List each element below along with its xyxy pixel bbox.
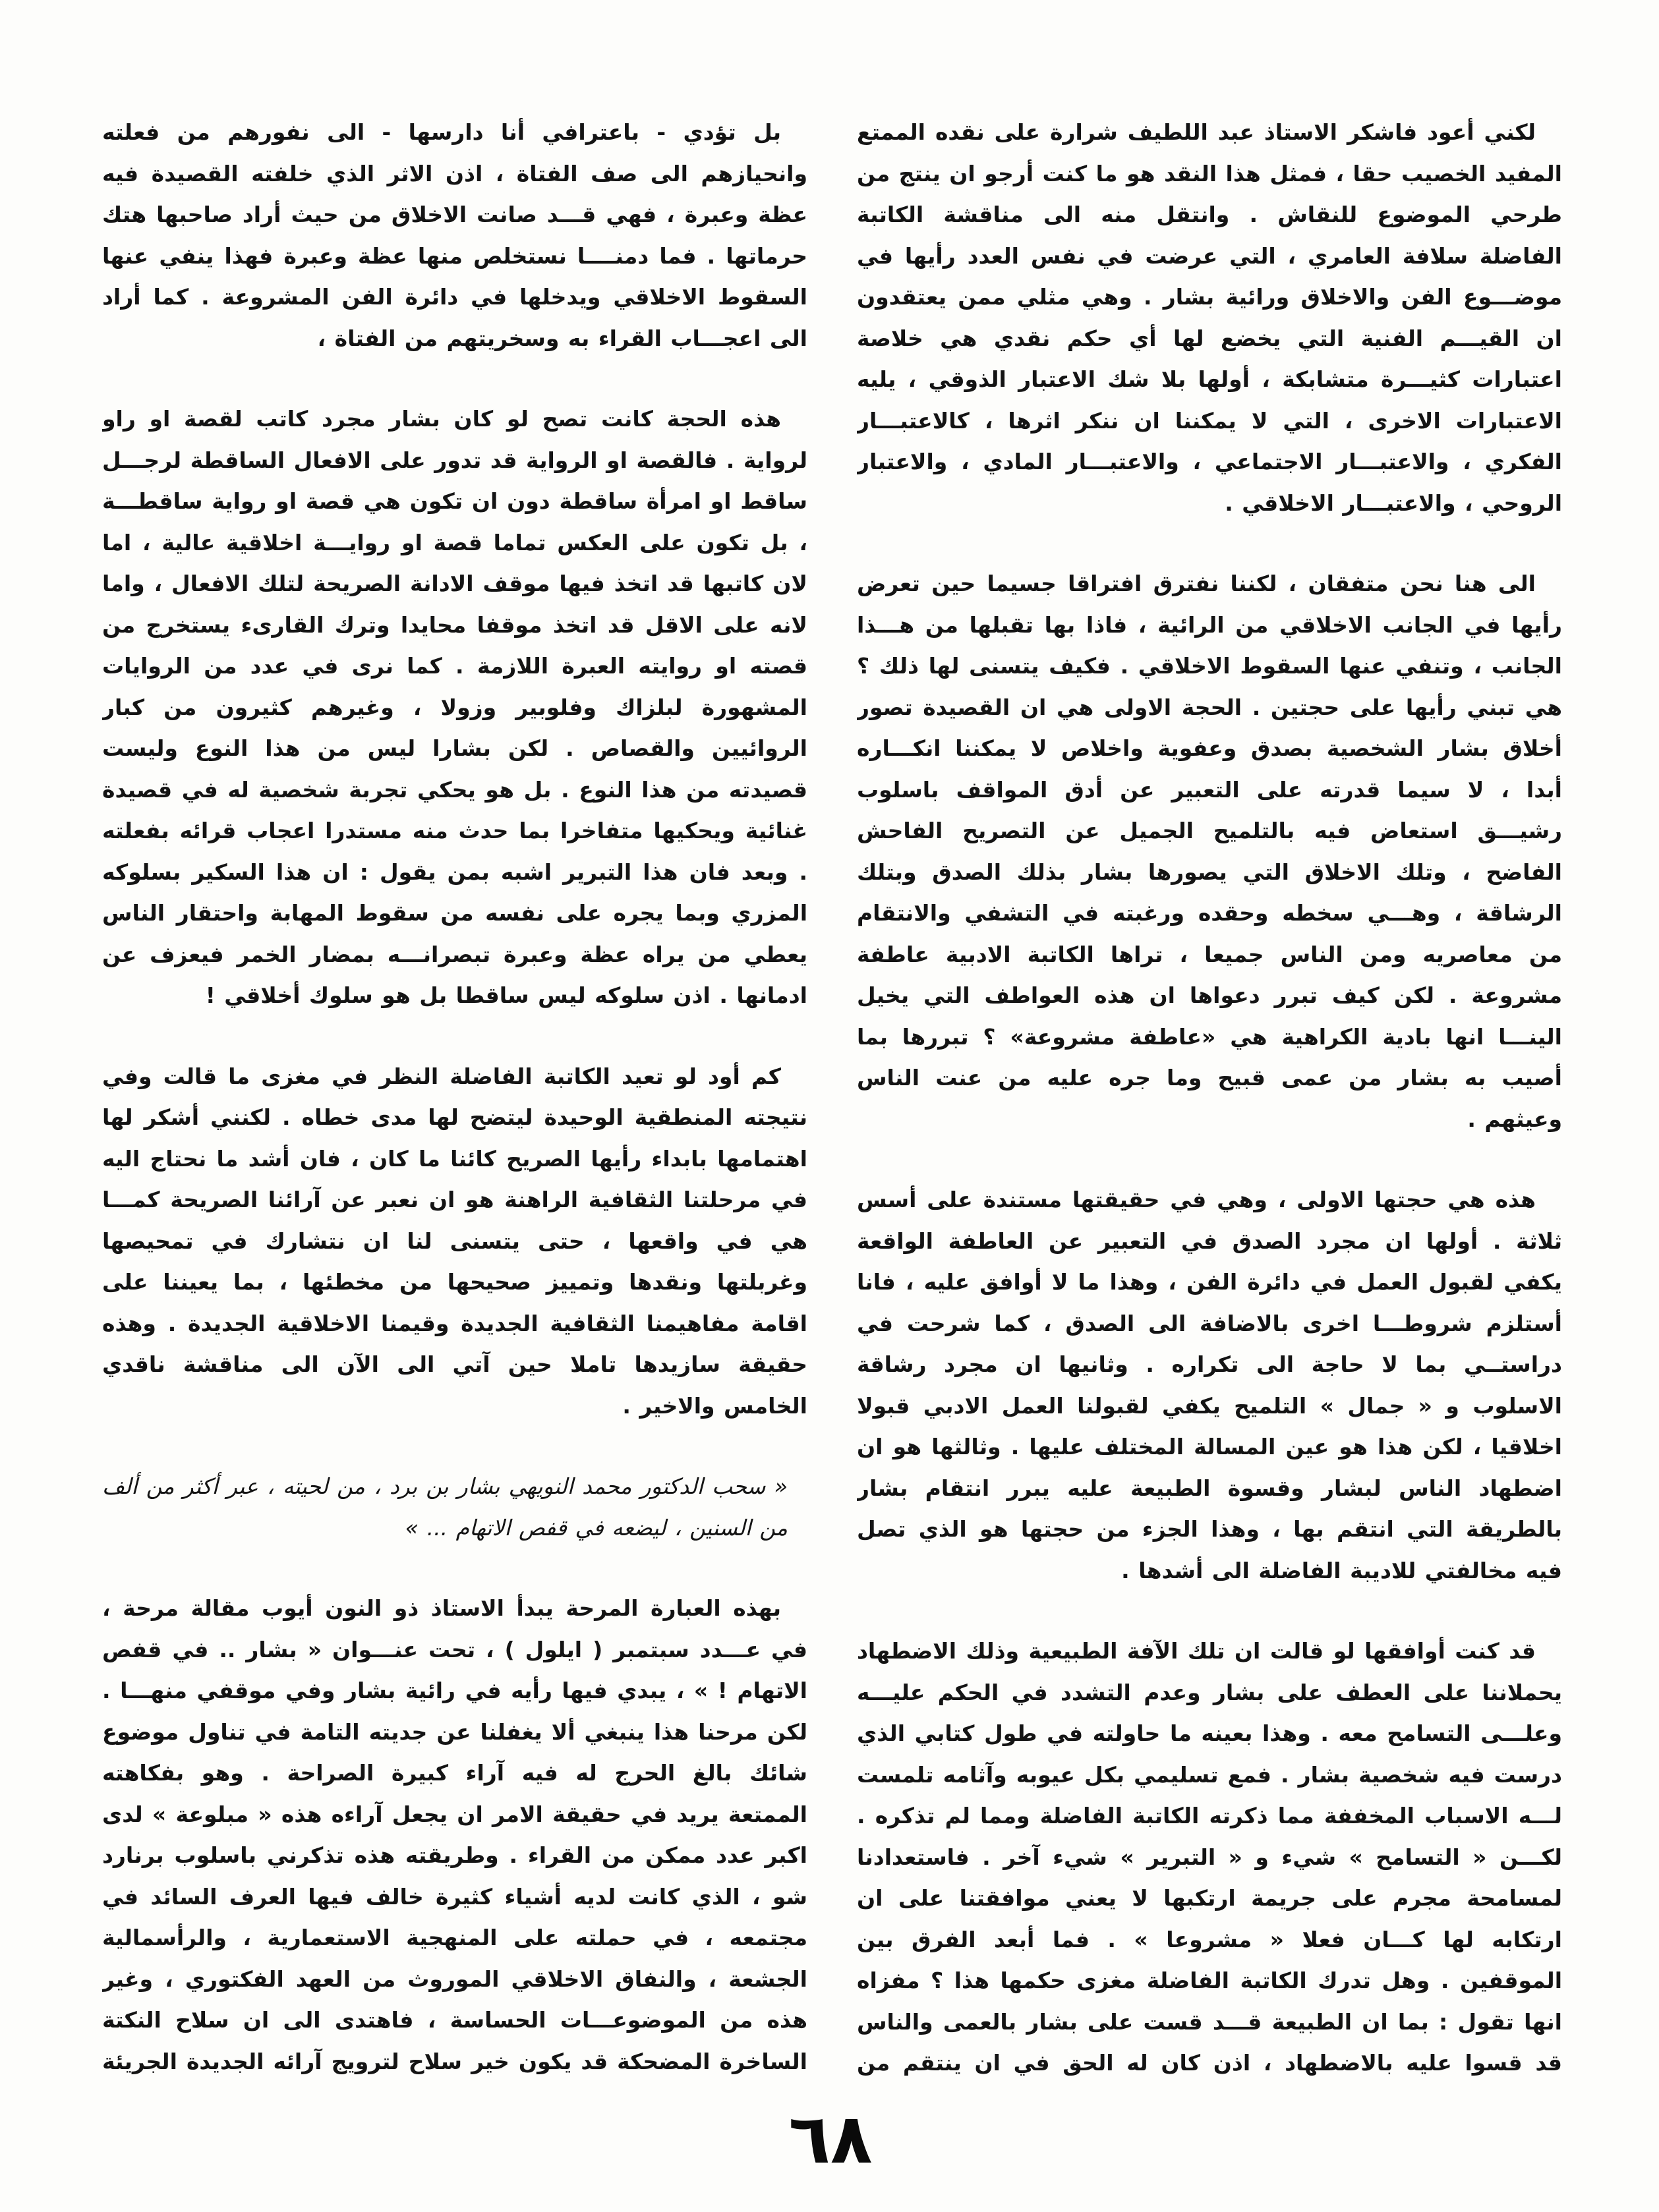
left-column bbox=[102, 112, 807, 2076]
paragraph: هذه الحجة كانت تصح لو كان بشار مجرد كاتب لقصة او راو لرواية . فالقصة او الرواية قد تدور على الافعال الساقطة لرجـــل ساقط او امرأة ساقطة دون ان تكون هي قصة او رواية ساقطـــة ، بل تكون على العكس تماما قصة او روايـــة اخلاقية عالية ، اما لان كاتبها قد اتخذ فيها موقف الادانة الصريحة لتلك الافعال ، واما لانه على الاقل قد اتخذ موقفا محايدا وترك القارىء يستخرج من قصته او روايته العبرة اللازمة . كما نرى في عدد من الروايات المشهورة لبلزاك وفلوبير وزولا ، وغيرهم كثيرون من كبار الروائيين والقصاص . لكن بشارا ليس من هذا النوع وليست قصيدته من هذا النوع . بل هو يحكي تجربة شخصية له في قصيدة غنائية ويحكيها متفاخرا بما حدث منه مستدرا اعجاب قرائه بفعلته . وبعد فان هذا التبرير اشبه بمن يقول : ان هذا السكير بسلوكه المزري وبما يجره على نفسه من سقوط المهابة واحتقار الناس يعطي من يراه عظة وعبرة تبصرانـــه بمضار الخمر فيعزف عن ادمانها . اذن سلوكه ليس ساقطا بل هو سلوك أخلاقي ! bbox=[102, 406, 807, 1008]
paragraph: بل تؤدي - باعترافي أنا دارسها - الى نفورهم من فعلته وانحيازهم الى صف الفتاة ، اذن الاثر الذي خلفته القصيدة فيه عظة وعبرة ، فهي قـــد صانت الاخلاق من حيث أراد صاحبها هتك حرماتها . فما دمنــــا نستخلص منها عظة وعبرة فهذا ينفي عنها السقوط الاخلاقي ويدخلها في دائرة الفن المشروعة . كما أراد الى اعجـــاب القراء به وسخريتهم من الفتاة ، bbox=[102, 119, 807, 351]
paragraph: هذه هي حجتها الاولى ، وهي في حقيقتها مستندة على أسس ثلاثة . أولها ان مجرد الصدق في التعبير عن العاطفة الواقعة يكفي لقبول العمل في دائرة الفن ، وهذا ما لا أوافق عليه ، فانا أستلزم شروطـــا اخرى بالاضافة الى الصدق ، كما شرحت في دراستــي بما لا حاجة الى تكراره . وثانيها ان مجرد رشاقة الاسلوب و « جمال » التلميح يكفي لقبولنا العمل الادبي قبولا اخلاقيا ، لكن هذا هو عين المسالة المختلف عليها . وثالثها هو ان اضطهاد الناس لبشار وقسوة الطبيعة عليه يبرر انتقام بشار بالطريقة التي انتقم بها ، وهذا الجزء من حجتها هو الذي تصل فيه مخالفتي للاديبة الفاضلة الى أشدها . bbox=[857, 1187, 1562, 1583]
page-number: ٦٨ bbox=[788, 2099, 873, 2179]
quoted-passage: « سحب الدكتور محمد النويهي بشار بن برد ، من لحيته ، عبر أكثر من ألف من السنين ، ليضعه في قفص الاتهام ... » bbox=[102, 1473, 788, 1541]
paragraph: لكني أعود فاشكر الاستاذ عبد اللطيف شرارة على نقده الممتع المفيد الخصيب حقا ، فمثل هذا النقد هو ما كنت أرجو ان ينتج من طرحي الموضوع للنقاش . وانتقل منه الى مناقشة الكاتبة الفاضلة سلافة العامري ، التي عرضت في نفس العدد رأيها في موضـــوع الفن والاخلاق ورائية بشار . وهي مثلي ممن يعتقدون ان القيـــم الفنية التي يخضع لها أي حكم نقدي هي خلاصة اعتبارات كثيـــرة متشابكة ، أولها بلا شك الاعتبار الذوقي ، يليه الاعتبارات الاخرى ، التي لا يمكننا ان ننكر اثرها ، كالاعتبـــار الفكري ، والاعتبـــار الاجتماعي ، والاعتبـــار المادي ، والاعتبار الروحي ، والاعتبـــار الاخلاقي . bbox=[857, 119, 1562, 516]
paragraph: قد كنت أوافقها لو قالت ان تلك الآفة الطبيعية وذلك الاضطهاد يحملاننا على العطف على بشار وعدم التشدد في الحكم عليـــه وعلـــى التسامح معه . وهذا بعينه ما حاولته في طول كتابي الذي درست فيه شخصية بشار . فمع تسليمي بكل عيوبه وآثامه تلمست لـــه الاسباب المخففة مما ذكرته الكاتبة الفاضلة ومما لم تذكره . لكـــن « التسامح » شيء و « التبرير » شيء آخر . فاستعدادنا لمسامحة مجرم على جريمة ارتكبها لا يعني موافقتنا على ان ارتكابه لها كـــان فعلا « مشروعا » . فما أبعد الفرق بين الموقفين . وهل تدرك الكاتبة الفاضلة مغزى حكمها هذا ؟ مفزاه انها تقول : بما ان الطبيعة قـــد قست على بشار بالعمى والناس قد قسوا عليه بالاضطهاد ، اذن كان له الحق في ان ينتقم من bbox=[857, 1638, 1562, 2076]
paragraph: الى هنا نحن متفقان ، لكننا نفترق افتراقا جسيما حين تعرض رأيها في الجانب الاخلاقي من الرائية ، فاذا بها تقبلها من هـــذا الجانب ، وتنفي عنها السقوط الاخلاقي . فكيف يتسنى لها ذلك ؟ هي تبني رأيها على حجتين . الحجة الاولى هي ان القصيدة تصور أخلاق بشار الشخصية بصدق وعفوية واخلاص لا يمكننا انكـــاره أبدا ، لا سيما قدرته على التعبير عن أدق المواقف باسلوب رشيـــق استعاض فيه بالتلميح الجميل عن التصريح الفاحش الفاضح ، وتلك الاخلاق التي يصورها بشار بذلك الصدق وبتلك الرشاقة ، وهـــي سخطه وحقده ورغبته في التشفي والانتقام من معاصريه ومن الناس جميعا ، تراها الكاتبة الادبية عاطفة مشروعة . لكن كيف تبرر دعواها ان هذه العواطف التي يخيل الينـــا انها بادية الكراهية هي «عاطفة مشروعة» ؟ تبررها بما أصيب به بشار من عمى قبيح وما جره عليه من عنت الناس وعيثهم . bbox=[857, 571, 1562, 1132]
paragraph: بهذه العبارة المرحة يبدأ الاستاذ ذو النون أيوب مقالة مرحة ، في عـــدد سبتمبر ( ايلول ) ، تحت عنـــوان « بشار .. في قفص الاتهام ! » ، يبدي فيها رأيه في رائية بشار وفي موقفي منهـــا . لكن مرحنا هذا ينبغي ألا يغفلنا عن جديته التامة في تناول موضوع شائك بالغ الحرج له فيه آراء كبيرة الصراحة . وهو بفكاهته الممتعة يريد في حقيقة الامر ان يجعل آراءه هذه « مبلوعة » لدى اكبر عدد ممكن من القراء . وطريقته هذه تذكرني باسلوب برنارد شو ، الذي كانت لديه أشياء كثيرة خالف فيها العرف السائد في مجتمعه ، في حملته على المنهجية الاستعمارية ، والرأسمالية الجشعة ، والنفاق الاخلاقي الموروث من العهد الفكتوري ، وغير هذه من الموضوعـــات الحساسة ، فاهتدى الى ان سلاح النكتة الساخرة المضحكة قد يكون خير سلاح لترويج آرائه الجديدة الجريئة bbox=[102, 1595, 807, 2074]
paragraph: كم أود لو تعيد الكاتبة الفاضلة النظر في مغزى ما قالت وفي نتيجته المنطقية الوحيدة ليتضح لها مدى خطاه . لكنني أشكر لها اهتمامها بابداء رأيها الصريح كائنا ما كان ، فان أشد ما نحتاج اليه في مرحلتنا الثقافية الراهنة هو ان نعبر عن آرائنا الصريحة كمـــا هي في واقعها ، حتى يتسنى لنا ان نتشارك في تمحيصها وغربلتها ونقدها وتمييز صحيحها من مخطئها ، بما يعيننا على اقامة مفاهيمنا الثقافية الجديدة وقيمنا الاخلاقية الجديدة . وهذه حقيقة سازيدها تاملا حين آتي الى الآن الى مناقشة ناقدي الخامس والاخير . bbox=[102, 1063, 807, 1419]
right-column bbox=[857, 112, 1562, 2076]
